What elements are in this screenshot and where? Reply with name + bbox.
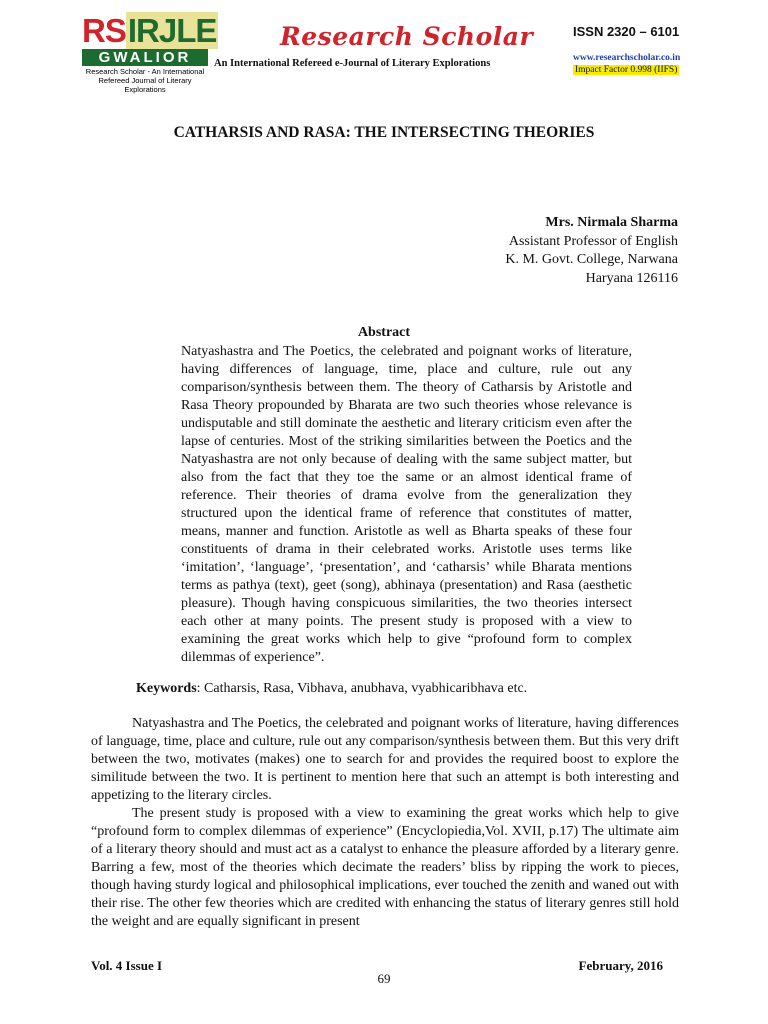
footer-date: February, 2016 <box>578 958 663 973</box>
abstract-heading: Abstract <box>357 325 411 340</box>
keywords-text: : Catharsis, Rasa, Vibhava, anubhava, vyabhicaribhava etc. <box>196 681 528 696</box>
keywords <box>136 681 527 697</box>
impact-factor: Impact Factor 0.998 (IIFS) <box>575 65 678 75</box>
logo-caption <box>82 67 208 94</box>
page-number: 69 <box>377 971 391 986</box>
author-block <box>505 214 678 288</box>
journal-logo <box>82 12 217 94</box>
body-paragraph-2: The present study is proposed with a view to examining the great works which help to give “profound form to complex dilemmas of experience” (Encyclopiedia,Vol. XVII, p.17) The ultimate aim of a literary theory should and must act as a catalyst to enhance the pleasure afforded by a literary genre. Barring a few, most of the theories which decimate the readers’ bliss by ripping the work to pieces, though having sturdy logical and philosophical implications, ever touched the zenith and waned out with their rise. The other few theories which are credited with enhancing the status of literary genres still hold the weight and are equally significant in present <box>91 806 679 929</box>
keywords-label: Keywords <box>136 681 197 696</box>
journal-subtitle: An International Refereed e-Journal of Literary Explorations <box>214 58 491 69</box>
body-text <box>91 715 679 931</box>
journal-url-link[interactable]: www.researchscholar.co.in <box>573 53 681 63</box>
paper-title: CATHARSIS AND RASA: THE INTERSECTING THEORIES <box>173 124 595 141</box>
logo-rs: RS <box>82 12 126 49</box>
issn: ISSN 2320 – 6101 <box>573 24 680 39</box>
logo-caption-line-1: Research Scholar - An International <box>85 67 205 76</box>
logo-wordmark <box>82 12 217 49</box>
body-paragraph-1: Natyashastra and The Poetics, the celebrated and poignant works of literature, having differences of language, time, place and culture, rule out any comparison/synthesis between them. But this very drift between the two, motivates (makes) one to search for and provides the required boost to explore the similitude between the two. It is pertinent to mention here that such an attempt is both interesting and appetizing to the literary circles. <box>91 716 679 803</box>
author-name: Mrs. Nirmala Sharma <box>545 215 678 230</box>
abstract-text: Natyashastra and The Poetics, the celebrated and poignant works of literature, having differences of language, time, place and culture, rule out any comparison/synthesis between them. The theory of Catharsis by Aristotle and Rasa Theory propounded by Bharata are two such theories whose relevance is undisputable and still dominate the aesthetic and literary criticism even after the lapse of centuries. Most of the striking similarities between the Poetics and the Natyashastra are not only because of dealing with the same subject matter, but also from the fact that they toe the same or an almost identical frame of reference. Their theories of drama evolve from the generalization they structured upon the identical frame of reference that constitutes of matter, means, manner and function. Aristotle as well as Bharta speaks of these four constituents of drama in their celebrated works. Aristotle uses terms like ‘imitation’, ‘language’, ‘presentation’, and ‘catharsis’ while Bharata mentions terms as pathya (text), geet (song), abhinaya (presentation) and Rasa (aesthetic pleasure). Though having conspicuous similarities, the two theories intersect each other at many points. The present study is proposed with a view to examining the great works which help to give “profound form to complex dilemmas of experience”. <box>181 344 632 665</box>
logo-caption-line-2: Refereed Journal of Literary Explorations <box>98 76 192 94</box>
author-position: Assistant Professor of English <box>508 233 678 249</box>
journal-title: Research Scholar <box>280 22 534 51</box>
author-place: Haryana 126116 <box>585 270 678 286</box>
logo-band: GWALIOR <box>82 49 208 66</box>
footer-volume: Vol. 4 Issue I <box>91 958 163 973</box>
logo-irjle: IRJLE <box>127 12 217 49</box>
author-college: K. M. Govt. College, Narwana <box>505 252 678 267</box>
